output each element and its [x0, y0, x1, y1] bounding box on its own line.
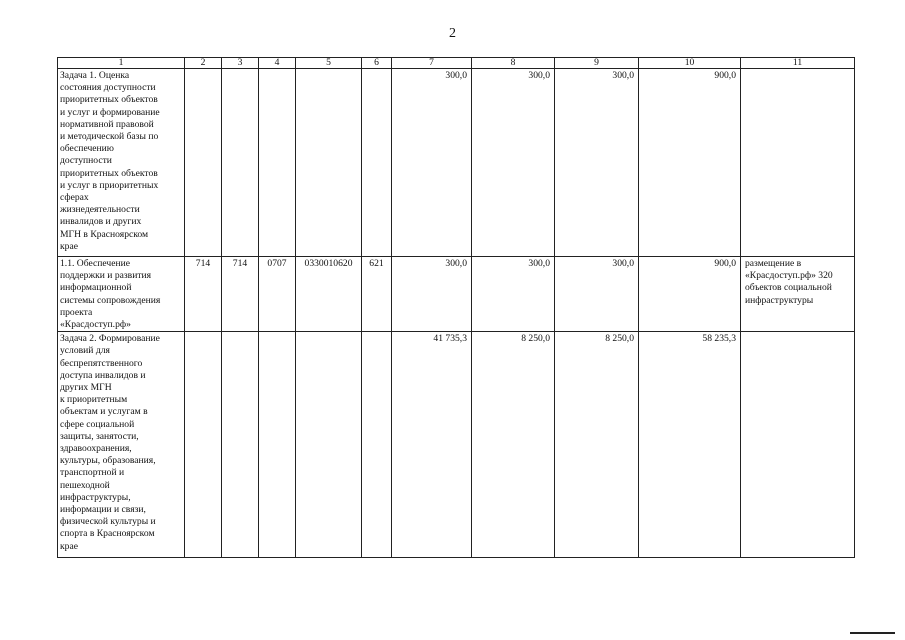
- cell-code-5: [296, 332, 362, 558]
- cell-code-6: [362, 332, 392, 558]
- column-header: 1: [58, 58, 185, 69]
- cell-result-note: размещение в «Красдоступ.рф» 320 объектов социальной инфраструктуры: [741, 257, 855, 332]
- column-header: 2: [185, 58, 222, 69]
- column-header: 3: [222, 58, 259, 69]
- cell-amount-7: 41 735,3: [392, 332, 472, 558]
- column-header: 4: [259, 58, 296, 69]
- cell-code-3: [222, 332, 259, 558]
- cell-code-4: 0707: [259, 257, 296, 332]
- cell-amount-8: 300,0: [472, 69, 555, 257]
- cell-amount-9: 300,0: [555, 257, 639, 332]
- program-table: [57, 57, 855, 558]
- cell-code-3: 714: [222, 257, 259, 332]
- cell-grbs: 714: [185, 257, 222, 332]
- cell-amount-7: 300,0: [392, 69, 472, 257]
- cell-code-6: [362, 69, 392, 257]
- cell-amount-8: 8 250,0: [472, 332, 555, 558]
- table-row: [58, 257, 855, 332]
- column-header: 6: [362, 58, 392, 69]
- cell-code-4: [259, 69, 296, 257]
- column-header: 9: [555, 58, 639, 69]
- table-row: [58, 69, 855, 257]
- cell-result-note: [741, 69, 855, 257]
- cell-code-4: [259, 332, 296, 558]
- row-description: Задача 1. Оценка состояния доступности приоритетных объектов и услуг и формирование нормативной правовой и методической базы по обеспечению доступности приоритетных объектов и услуг в приоритетных сферах жизнедеятельности инвалидов и других МГН в Красноярском крае: [58, 69, 185, 257]
- cell-amount-9: 8 250,0: [555, 332, 639, 558]
- cell-amount-total: 900,0: [639, 257, 741, 332]
- column-number-row: [58, 58, 855, 69]
- cell-grbs: [185, 332, 222, 558]
- cell-amount-7: 300,0: [392, 257, 472, 332]
- row-description: 1.1. Обеспечение поддержки и развития информационной системы сопровождения проекта «Красдоступ.рф»: [58, 257, 185, 332]
- cell-code-5: 0330010620: [296, 257, 362, 332]
- column-header: 11: [741, 58, 855, 69]
- cell-result-note: [741, 332, 855, 558]
- scan-edge-mark: [850, 632, 895, 634]
- cell-amount-8: 300,0: [472, 257, 555, 332]
- cell-grbs: [185, 69, 222, 257]
- cell-code-6: 621: [362, 257, 392, 332]
- cell-code-3: [222, 69, 259, 257]
- column-header: 8: [472, 58, 555, 69]
- column-header: 10: [639, 58, 741, 69]
- cell-amount-total: 900,0: [639, 69, 741, 257]
- row-description: Задача 2. Формирование условий для беспрепятственного доступа инвалидов и других МГН к приоритетным объектам и услугам в сфере социальной защиты, занятости, здравоохранения, культуры, образования, транспортной и пешеходной инфраструктуры, информации и связи, физической культуры и спорта в Красноярском крае: [58, 332, 185, 558]
- table-row: [58, 332, 855, 558]
- cell-code-5: [296, 69, 362, 257]
- column-header: 7: [392, 58, 472, 69]
- cell-amount-total: 58 235,3: [639, 332, 741, 558]
- column-header: 5: [296, 58, 362, 69]
- page-number: 2: [449, 26, 456, 41]
- cell-amount-9: 300,0: [555, 69, 639, 257]
